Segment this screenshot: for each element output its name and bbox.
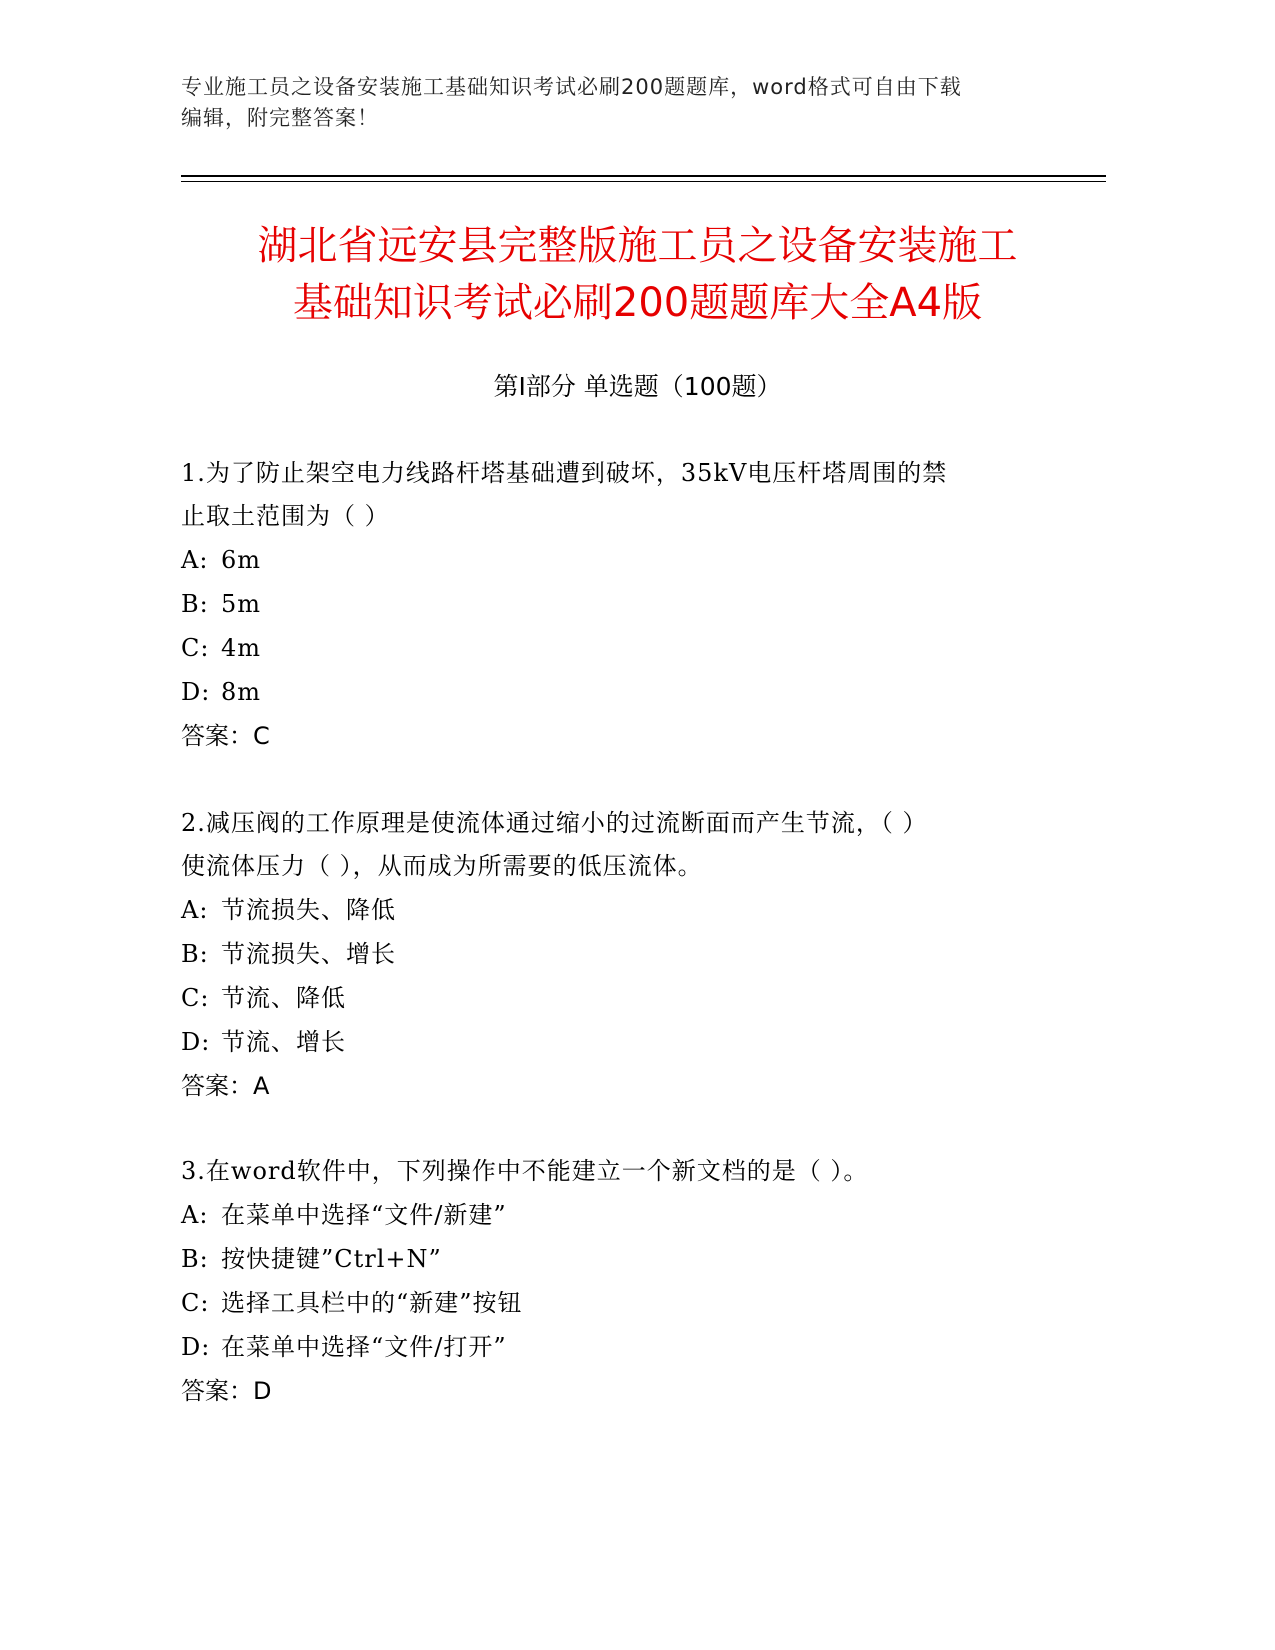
question-stem <box>181 802 1061 888</box>
option-letter: A: <box>181 1201 209 1229</box>
option-d <box>181 1325 1061 1369</box>
option-b <box>181 1237 1061 1281</box>
option-text: 在菜单中选择“文件/新建” <box>221 1201 507 1229</box>
option-a <box>181 538 1061 582</box>
option-a <box>181 888 1061 932</box>
answer: 答案：D <box>181 1377 272 1405</box>
option-text: 选择工具栏中的“新建”按钮 <box>221 1289 523 1317</box>
document-title-line-2: 基础知识考试必刷200题题库大全A4版 <box>292 280 983 326</box>
option-text: 节流损失、降低 <box>221 896 396 924</box>
header-note-line-2: 编辑，附完整答案！ <box>181 106 379 130</box>
question-stem-line-2: 止取土范围为（ ） <box>181 502 390 530</box>
option-text: 在菜单中选择“文件/打开” <box>221 1333 507 1361</box>
option-d <box>181 670 1061 714</box>
option-letter: A: <box>181 546 209 574</box>
option-letter: B: <box>181 940 209 968</box>
question-stem-line-2: 使流体压力（ ），从而成为所需要的低压流体。 <box>181 852 703 880</box>
header-divider-thin <box>181 181 1106 182</box>
answer: 答案：C <box>181 722 270 750</box>
document-title <box>150 218 1125 332</box>
option-letter: C: <box>181 984 210 1012</box>
option-text: 节流损失、增长 <box>221 940 396 968</box>
option-letter: C: <box>181 634 210 662</box>
option-text: 4m <box>221 634 262 662</box>
header-note <box>181 72 1041 134</box>
option-letter: D: <box>181 1028 211 1056</box>
option-letter: C: <box>181 1289 210 1317</box>
question-stem-line-1: 2.减压阀的工作原理是使流体通过缩小的过流断面而产生节流，（ ） <box>181 809 928 837</box>
option-text: 按快捷键”Ctrl+N” <box>221 1245 442 1273</box>
document-title-line-1: 湖北省远安县完整版施工员之设备安装施工 <box>257 223 1018 269</box>
question-2 <box>181 802 1061 1108</box>
option-c <box>181 626 1061 670</box>
option-text: 5m <box>221 590 262 618</box>
option-b <box>181 932 1061 976</box>
question-3 <box>181 1150 1061 1413</box>
question-1 <box>181 452 1061 758</box>
question-stem <box>181 1150 1061 1193</box>
option-d <box>181 1020 1061 1064</box>
answer: 答案：A <box>181 1072 270 1100</box>
option-letter: A: <box>181 896 209 924</box>
option-text: 8m <box>221 678 262 706</box>
option-b <box>181 582 1061 626</box>
option-letter: D: <box>181 678 211 706</box>
option-a <box>181 1193 1061 1237</box>
section-title: 第Ⅰ部分 单选题（100题） <box>493 372 782 401</box>
header-divider-thick <box>181 175 1106 177</box>
option-text: 节流、降低 <box>221 984 346 1012</box>
option-text: 节流、增长 <box>221 1028 346 1056</box>
option-text: 6m <box>221 546 262 574</box>
option-letter: B: <box>181 1245 209 1273</box>
question-stem <box>181 452 1061 538</box>
option-c <box>181 1281 1061 1325</box>
option-c <box>181 976 1061 1020</box>
option-letter: B: <box>181 590 209 618</box>
option-letter: D: <box>181 1333 211 1361</box>
question-stem-line-1: 1.为了防止架空电力线路杆塔基础遭到破坏，35kV电压杆塔周围的禁 <box>181 459 948 487</box>
question-stem-line-1: 3.在word软件中，下列操作中不能建立一个新文档的是（ ）。 <box>181 1157 869 1185</box>
header-note-line-1: 专业施工员之设备安装施工基础知识考试必刷200题题库，word格式可自由下载 <box>181 75 962 99</box>
